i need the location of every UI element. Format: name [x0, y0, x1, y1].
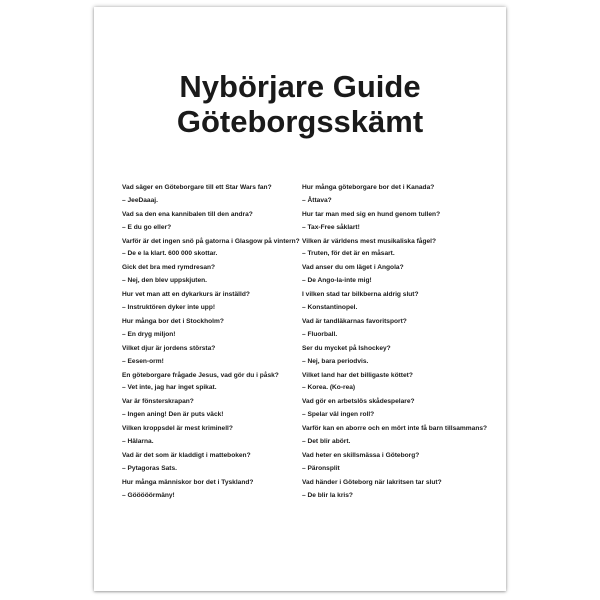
joke-item [302, 236, 492, 261]
joke-answer: – Hälarna. [122, 437, 154, 445]
joke-answer: – Nej, bara periodvis. [302, 357, 369, 365]
joke-question: Varför är det ingen snö på gatorna i Glasgow på vintern? [122, 237, 300, 245]
joke-answer: – Eesen-orm! [122, 357, 164, 365]
title-line-2: Göteborgsskämt [176, 104, 424, 139]
joke-question: Ser du mycket på Ishockey? [302, 344, 391, 352]
joke-answer: – Nej, den blev uppskjuten. [122, 277, 208, 285]
joke-item [302, 209, 492, 234]
joke-question: Vad är tandläkarnas favoritsport? [302, 317, 407, 325]
joke-answer: – Vet inte, jag har inget spikat. [122, 384, 217, 392]
joke-answer: – Spelar väl ingen roll? [302, 411, 375, 419]
joke-answer: – Korea. (Ko-rea) [302, 384, 356, 392]
joke-question: Vilket djur är jordens största? [122, 344, 216, 352]
joke-answer: – Gööööörmäny! [122, 491, 175, 499]
joke-item [122, 236, 302, 261]
joke-item [122, 289, 302, 314]
joke-answer: – De blir la kris? [302, 491, 353, 499]
joke-answer: – Instruktören dyker inte upp! [122, 303, 216, 311]
joke-item [122, 477, 302, 502]
joke-item [302, 370, 492, 395]
joke-answer: – E du go eller? [122, 223, 172, 231]
joke-item [122, 209, 302, 234]
joke-item [122, 370, 302, 395]
joke-question: Vad händer i Göteborg när lakritsen tar slut? [302, 478, 442, 486]
joke-item [302, 477, 492, 502]
joke-item [122, 182, 302, 207]
joke-item [302, 289, 492, 314]
joke-question: Vad säger en Göteborgare till ett Star Wars fan? [122, 184, 272, 191]
joke-answer: – Päronsplit [302, 464, 340, 472]
joke-question: Vad anser du om läget i Angola? [302, 264, 404, 272]
joke-question: Vad gör en arbetslös skådespelare? [302, 398, 415, 406]
joke-question: Var är fönsterskrapan? [122, 398, 194, 406]
joke-item [122, 316, 302, 341]
joke-item [122, 450, 302, 475]
joke-item [302, 182, 492, 207]
joke-question: Vad sa den ena kannibalen till den andra? [122, 210, 253, 218]
joke-answer: – Ingen aning! Den är puts väck! [122, 411, 224, 419]
joke-item [302, 396, 492, 421]
joke-question: Vad heter en skillsmässa i Göteborg? [302, 451, 420, 459]
joke-item [122, 423, 302, 448]
poster-sheet [94, 7, 506, 591]
joke-answer: – Fluorball. [302, 330, 338, 338]
joke-question: Varför kan en aborre och en mört inte få barn tillsammans? [302, 425, 488, 433]
joke-answer: – Det blir abört. [302, 437, 351, 445]
joke-answer: – En dryg miljon! [122, 330, 176, 338]
joke-item [122, 262, 302, 287]
title-line-1: Nybörjare Guide [179, 69, 421, 104]
joke-question: Hur tar man med sig en hund genom tullen? [302, 210, 441, 218]
joke-answer: – De e la klart. 600 000 skottar. [122, 250, 218, 258]
joke-answer: – Pytagoras Sats. [122, 464, 177, 472]
left-joke-column [122, 182, 302, 504]
joke-question: Hur vet man att en dykarkurs är inställd? [122, 291, 250, 299]
joke-item [122, 396, 302, 421]
joke-answer: – De Ango-la-inte mig! [302, 277, 372, 285]
joke-item [302, 450, 492, 475]
joke-question: Vilket land har det billigaste köttet? [302, 371, 413, 379]
joke-item [302, 343, 492, 368]
right-joke-column [302, 182, 492, 504]
joke-item [302, 423, 492, 448]
joke-question: Hur många göteborgare bor det i Kanada? [302, 184, 435, 191]
joke-question: I vilken stad tar bilkberna aldrig slut? [302, 291, 419, 299]
joke-question: Hur många människor bor det i Tyskland? [122, 478, 254, 486]
joke-question: En göteborgare frågade Jesus, vad gör du i påsk? [122, 371, 279, 379]
joke-question: Vilken är världens mest musikaliska fågel? [302, 237, 437, 245]
joke-answer: – Truten, för det är en måsart. [302, 250, 395, 258]
joke-answer: – Åttava? [302, 196, 332, 204]
poster-title [94, 69, 506, 139]
joke-answer: – Tax-Free såklart! [302, 223, 360, 231]
joke-item [302, 316, 492, 341]
joke-item [302, 262, 492, 287]
joke-item [122, 343, 302, 368]
joke-answer: – Konstantinopel. [302, 303, 358, 311]
joke-question: Gick det bra med rymdresan? [122, 264, 216, 272]
joke-answer: – JeeDaaaj. [122, 196, 158, 204]
joke-question: Vad är det som är kladdigt i matteboken? [122, 451, 251, 459]
joke-question: Hur många bor det i Stockholm? [122, 317, 224, 325]
joke-question: Vilken kroppsdel är mest kriminell? [122, 425, 233, 433]
